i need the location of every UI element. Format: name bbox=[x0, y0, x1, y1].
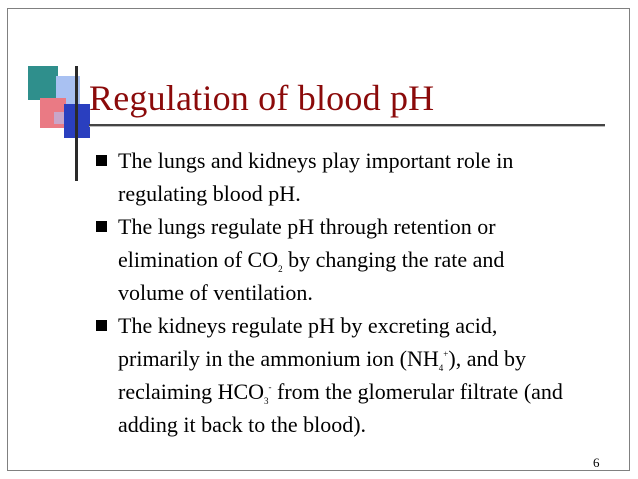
bullet-2-line-1: The lungs regulate pH through retention or bbox=[118, 214, 496, 239]
deco-vertical-line bbox=[75, 66, 78, 181]
deco-square-teal bbox=[28, 66, 58, 100]
bullet-text-2 bbox=[118, 210, 623, 309]
bullet-3-line-2: primarily in the ammonium ion $(NH_4^+)$, and by bbox=[118, 346, 526, 373]
deco-square-small bbox=[54, 112, 64, 124]
bullet-2-line-3: volume of ventilation. bbox=[118, 280, 313, 305]
bullet-text-1 bbox=[118, 144, 623, 210]
bullet-3-line-4: adding it back to the blood). bbox=[118, 412, 367, 437]
title-underline-shadow bbox=[89, 126, 605, 127]
bullet-3-line-1: The kidneys regulate pH by excreting acid, bbox=[118, 313, 498, 338]
page-number: 6 bbox=[593, 455, 600, 470]
bullet-3-line-3: reclaiming $HCO_3^-$ from the glomerular filtrate (and bbox=[118, 379, 563, 406]
page-title: Regulation of blood pH bbox=[89, 78, 435, 118]
bullet-text-3 bbox=[118, 309, 623, 441]
bullet-1-line-1: The lungs and kidneys play important role in bbox=[118, 148, 514, 173]
bullet-marker bbox=[96, 155, 107, 166]
bullet-marker bbox=[96, 320, 107, 331]
bullet-2-line-2: elimination of $CO_2$ by changing the rate and bbox=[118, 247, 505, 274]
bullet-1-line-2: regulating blood pH. bbox=[118, 181, 301, 206]
bullet-marker bbox=[96, 221, 107, 232]
